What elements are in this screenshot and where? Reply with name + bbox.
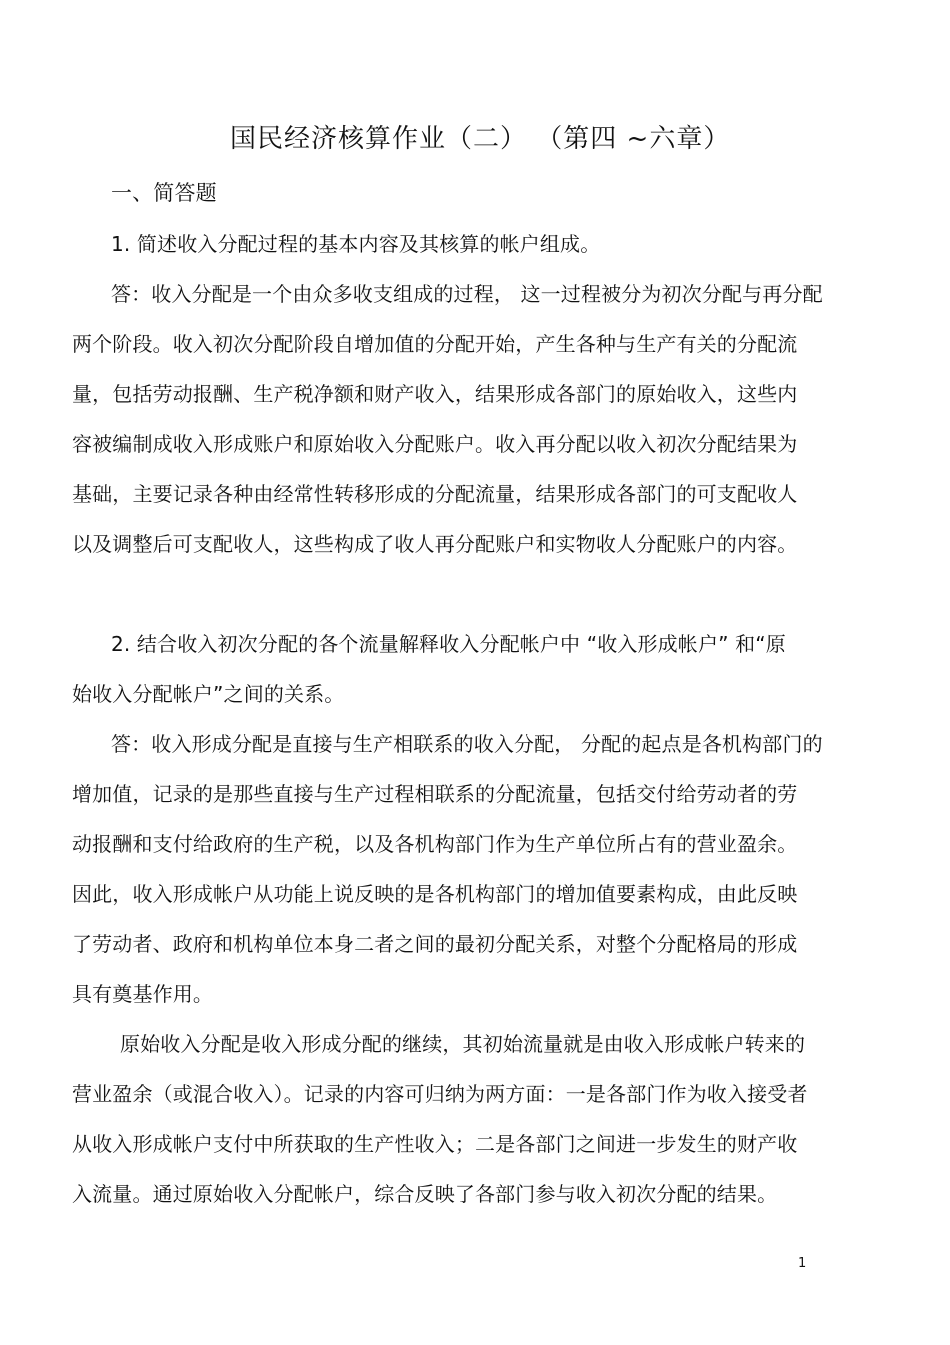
answer-2-continuation-line: 营业盈余（或混合收入）。记录的内容可归纳为两方面：一是各部门作为收入接受者 [72, 1082, 808, 1106]
section-heading: 一、简答题 [111, 181, 217, 205]
answer-2-continuation-line: 入流量。通过原始收入分配帐户，综合反映了各部门参与收入初次分配的结果。 [72, 1182, 778, 1206]
answer-2-line: 增加值，记录的是那些直接与生产过程相联系的分配流量，包括交付给劳动者的劳 [72, 782, 798, 806]
answer-2-line: 动报酬和支付给政府的生产税，以及各机构部门作为生产单位所占有的营业盈余。 [72, 832, 798, 856]
answer-1-line: 以及调整后可支配收人，这些构成了收人再分配账户和实物收人分配账户的内容。 [72, 532, 798, 556]
answer-1-line: 答：收入分配是一个由众多收支组成的过程， 这一过程被分为初次分配与再分配 [111, 282, 823, 306]
answer-2-line: 因此，收入形成帐户从功能上说反映的是各机构部门的增加值要素构成，由此反映 [72, 882, 798, 906]
answer-1-line: 基础，主要记录各种由经常性转移形成的分配流量，结果形成各部门的可支配收人 [72, 482, 798, 506]
page-title: 国民经济核算作业（二） （第四 ~六章） [230, 124, 731, 154]
answer-1-line: 容被编制成收入形成账户和原始收入分配账户。收入再分配以收入初次分配结果为 [72, 432, 798, 456]
answer-2-line: 具有奠基作用。 [72, 982, 214, 1006]
question-2-line: 始收入分配帐户”之间的关系。 [72, 682, 345, 706]
page-number: 1 [798, 1256, 807, 1271]
answer-2-line: 答：收入形成分配是直接与生产相联系的收入分配， 分配的起点是各机构部门的 [111, 732, 823, 756]
answer-2-line: 了劳动者、政府和机构单位本身二者之间的最初分配关系，对整个分配格局的形成 [72, 932, 798, 956]
answer-1-line: 两个阶段。收入初次分配阶段自增加值的分配开始，产生各种与生产有关的分配流 [72, 332, 798, 356]
question-2-line: 2. 结合收入初次分配的各个流量解释收入分配帐户中 “收入形成帐户” 和“原 [111, 632, 786, 656]
answer-1-line: 量，包括劳动报酬、生产税净额和财产收入，结果形成各部门的原始收入，这些内 [72, 382, 798, 406]
answer-2-continuation-line: 原始收入分配是收入形成分配的继续，其初始流量就是由收入形成帐户转来的 [120, 1032, 806, 1056]
question-1: 1. 简述收入分配过程的基本内容及其核算的帐户组成。 [111, 232, 601, 256]
answer-2-continuation-line: 从收入形成帐户支付中所获取的生产性收入；二是各部门之间进一步发生的财产收 [72, 1132, 798, 1156]
